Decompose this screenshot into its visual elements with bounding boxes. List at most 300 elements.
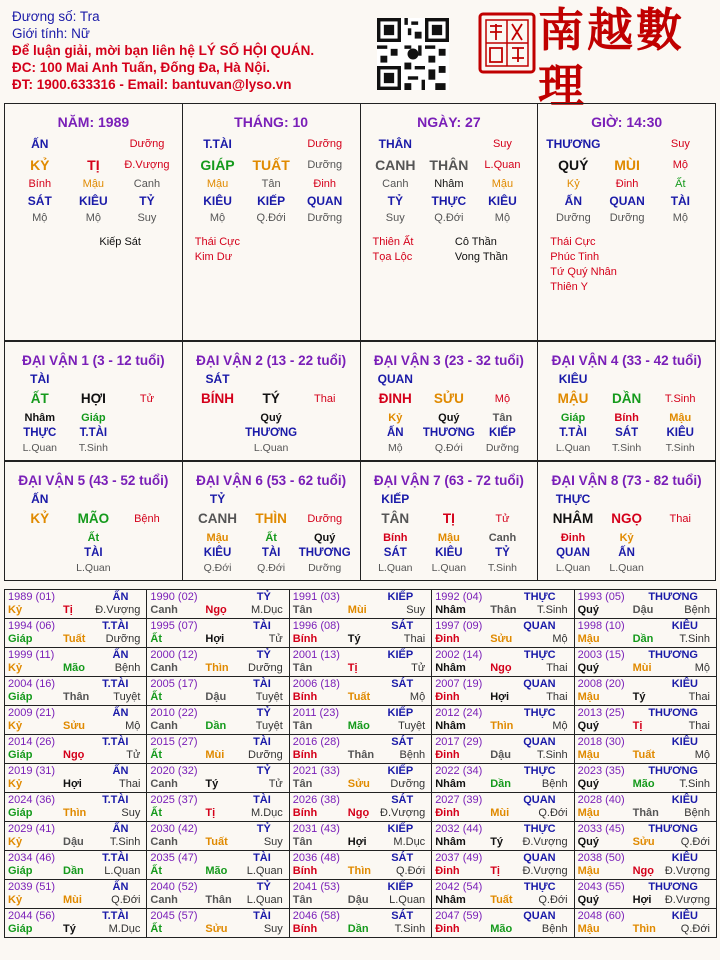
dai-van-cell xyxy=(120,426,174,441)
year-star: KIÊU xyxy=(671,794,698,806)
dai-van-cell: T.Sinh xyxy=(665,442,695,454)
year-branch: Hợi xyxy=(490,691,510,703)
dai-van-cell: KIÊU xyxy=(435,547,463,559)
year-branch: Tuất xyxy=(347,691,371,703)
dai-van-cell xyxy=(120,372,174,387)
year-cell xyxy=(5,764,147,793)
four-pillars-table xyxy=(4,103,716,341)
year-label: 1991 (03) xyxy=(292,591,340,603)
year-stem: Tân xyxy=(292,894,313,906)
dai-van-column xyxy=(538,342,715,460)
year-phase: Thai xyxy=(546,662,568,674)
dai-van-cell xyxy=(120,546,174,561)
year-phase: Q.Đới xyxy=(395,865,426,877)
year-stem: Đinh xyxy=(435,923,460,935)
dai-van-cell: Thai xyxy=(313,393,336,405)
year-label: 2014 (26) xyxy=(8,736,56,748)
year-cell xyxy=(432,793,574,822)
year-stem: Nhâm xyxy=(435,894,466,906)
dai-van-cell xyxy=(653,531,707,546)
year-branch: Mão xyxy=(347,720,370,732)
year-label: 2015 (27) xyxy=(150,736,198,748)
dai-van-cell: Ất xyxy=(265,532,277,544)
dai-van-cell: L.Quan xyxy=(555,442,591,454)
year-stem: Ất xyxy=(150,633,162,645)
dai-van-title: ĐẠI VẬN 5 (43 - 52 tuổi) xyxy=(18,473,169,488)
dai-van-cell: QUAN xyxy=(556,547,590,559)
year-cell xyxy=(5,880,147,909)
dai-van-cell: Dưỡng xyxy=(308,562,342,574)
year-label: 2029 (41) xyxy=(8,823,56,835)
year-stem: Canh xyxy=(150,894,178,906)
year-label: 2047 (59) xyxy=(435,910,483,922)
pillar-cell: Mộ xyxy=(672,212,688,224)
year-label: 2004 (16) xyxy=(8,678,56,690)
year-star: THỰC xyxy=(523,591,556,603)
year-phase: Q.Đới xyxy=(680,923,710,935)
dai-van-cell: T.Sinh xyxy=(487,562,518,574)
dai-van-cell: Đinh xyxy=(560,532,586,544)
year-cell xyxy=(290,851,432,880)
year-branch: Tuất xyxy=(205,836,228,848)
year-label: 1992 (04) xyxy=(435,591,483,603)
pillar-grid xyxy=(13,136,174,227)
year-label: 2028 (40) xyxy=(577,794,625,806)
year-phase: Mộ xyxy=(694,749,710,761)
year-cell xyxy=(290,590,432,619)
year-label: 2025 (37) xyxy=(150,794,198,806)
dai-van-cell: L.Quan xyxy=(76,562,111,574)
year-cell xyxy=(290,619,432,648)
dai-van-row-1 xyxy=(4,341,716,461)
year-stem: Canh xyxy=(150,662,178,674)
pillar-cell: Suy xyxy=(385,212,405,224)
pillar-column xyxy=(183,104,361,340)
dai-van-cell: T.TÀI xyxy=(79,427,108,439)
year-branch: Mùi xyxy=(490,807,510,819)
dai-van-cell: Canh xyxy=(488,532,517,544)
pillar-grid xyxy=(191,136,352,227)
dai-van-cell: Quý xyxy=(438,412,460,424)
dai-van-cell: Bính xyxy=(383,532,408,544)
year-star: QUAN xyxy=(523,852,556,864)
pillar-extra: Tứ Quý Nhân xyxy=(550,266,617,278)
pillar-extra xyxy=(633,235,715,250)
dai-van-cell xyxy=(298,426,352,441)
dai-van-cell: SÁT xyxy=(205,372,230,386)
dai-van-cell: L.Quan xyxy=(253,442,289,454)
dai-van-cell: Quý xyxy=(313,532,336,544)
year-phase: Tuyệt xyxy=(113,691,141,703)
year-label: 1990 (02) xyxy=(150,591,198,603)
dai-van-title: ĐẠI VẬN 2 (13 - 22 tuổi) xyxy=(196,353,347,368)
year-label: 2013 (25) xyxy=(577,707,625,719)
year-star: TÀI xyxy=(253,620,271,632)
dai-van-cell xyxy=(653,372,707,387)
year-stem: Giáp xyxy=(8,923,33,935)
pillar-cell: Dưỡng xyxy=(307,138,343,150)
contact-phone-email[interactable]: ĐT: 1900.633316 - Email: bantuvan@lyso.vn xyxy=(12,77,292,92)
year-stem: Tân xyxy=(292,604,313,616)
pillar-cell: Suy xyxy=(137,212,157,224)
dai-van-cell: KIẾP xyxy=(381,492,410,506)
year-cell xyxy=(5,822,147,851)
year-branch: Tý xyxy=(205,778,219,790)
year-cell xyxy=(5,590,147,619)
pillar-cell: KIẾP xyxy=(257,194,286,208)
pillar-cell: TỶ xyxy=(387,194,403,208)
pillar-extra: Tọa Lộc xyxy=(372,251,413,263)
year-cell xyxy=(432,619,574,648)
year-star: QUAN xyxy=(523,910,556,922)
year-branch: Tị xyxy=(632,720,643,732)
dai-van-cell xyxy=(13,546,67,561)
dai-van-cell: L.Quan xyxy=(378,562,413,574)
year-label: 2039 (51) xyxy=(8,881,56,893)
year-phase: Q.Đới xyxy=(680,836,710,848)
dai-van-cell: Ất xyxy=(87,532,100,544)
pillar-extra: Phúc Tinh xyxy=(550,251,600,263)
year-star: KIẾP xyxy=(387,765,414,777)
pillar-cell xyxy=(422,136,476,154)
year-phase: L.Quan xyxy=(389,894,426,906)
year-label: 2033 (45) xyxy=(577,823,625,835)
pillar-cell: Đinh xyxy=(615,178,639,190)
year-star: TÀI xyxy=(253,736,271,748)
year-stem: Kỷ xyxy=(8,604,23,616)
year-star: TÀI xyxy=(253,678,271,690)
dai-van-cell: Quý xyxy=(260,412,282,424)
year-branch: Tý xyxy=(632,691,646,703)
year-label: 2037 (49) xyxy=(435,852,483,864)
year-star: KIÊU xyxy=(671,736,698,748)
dai-van-cell: NHÂM xyxy=(552,511,594,526)
dai-van-cell: Mộ xyxy=(494,393,511,405)
year-cell xyxy=(432,648,574,677)
contact-address: ĐC: 100 Mai Anh Tuấn, Đống Đa, Hà Nội. xyxy=(12,60,271,75)
year-phase: L.Quan xyxy=(246,894,283,906)
year-cell xyxy=(432,909,574,938)
year-stem: Canh xyxy=(150,778,178,790)
year-phase: Mộ xyxy=(409,691,426,703)
year-star: T.TÀI xyxy=(102,620,129,632)
year-cell xyxy=(432,590,574,619)
year-branch: Sửu xyxy=(347,778,370,790)
pillar-cell: KIÊU xyxy=(488,194,517,208)
dai-van-cell: MÃO xyxy=(77,511,110,526)
pillar-extra: Thái Cực xyxy=(550,236,596,248)
year-star: KIÊU xyxy=(671,620,698,632)
pillar-extra xyxy=(277,250,359,265)
year-phase: Q.Đới xyxy=(111,894,141,906)
pillar-cell: KIÊU xyxy=(79,194,108,208)
owner-gender: Giới tính: Nữ xyxy=(12,26,90,41)
pillar-title: THÁNG: 10 xyxy=(234,114,309,130)
dai-van-cell: TỶ xyxy=(209,492,226,506)
year-stem: Ất xyxy=(150,749,162,761)
pillar-cell: Bính xyxy=(28,178,52,190)
year-label: 2018 (30) xyxy=(577,736,625,748)
year-phase: Mộ xyxy=(552,720,568,732)
year-star: SÁT xyxy=(391,794,414,806)
year-stem: Kỷ xyxy=(8,662,23,674)
dai-van-cell: ĐINH xyxy=(378,391,412,406)
year-cell xyxy=(147,880,289,909)
year-phase: Dưỡng xyxy=(248,749,283,761)
year-stem: Bính xyxy=(292,923,318,935)
year-label: 2002 (14) xyxy=(435,649,483,661)
year-stem: Canh xyxy=(150,604,178,616)
year-stem: Tân xyxy=(292,720,313,732)
year-phase: Bệnh xyxy=(684,604,710,616)
year-branch: Hợi xyxy=(347,836,367,848)
dai-van-cell: NGỌ xyxy=(611,511,642,526)
dai-van-cell xyxy=(298,441,352,456)
year-phase: Tử xyxy=(126,749,141,761)
pillar-cell: QUAN xyxy=(609,194,645,208)
pillar-cell: Kỷ xyxy=(566,178,580,190)
year-star: SÁT xyxy=(391,852,414,864)
year-star: SÁT xyxy=(391,620,414,632)
year-branch: Mão xyxy=(205,865,228,877)
year-cell xyxy=(575,880,717,909)
year-label: 2042 (54) xyxy=(435,881,483,893)
pillar-cell: Mậu xyxy=(82,178,105,190)
year-branch: Dần xyxy=(63,865,84,877)
dai-van-column xyxy=(5,342,183,460)
year-branch: Mùi xyxy=(347,604,367,616)
year-star: QUAN xyxy=(523,736,556,748)
year-branch: Dần xyxy=(347,923,369,935)
pillar-extras xyxy=(5,235,182,250)
year-cell xyxy=(432,851,574,880)
dai-van-cell: T.Sinh xyxy=(78,442,108,454)
pillar-cell xyxy=(67,136,121,154)
year-star: THƯƠNG xyxy=(648,707,698,719)
year-label: 2048 (60) xyxy=(577,910,625,922)
year-star: THỰC xyxy=(523,765,556,777)
dai-van-grid xyxy=(191,492,352,576)
year-star: ẤN xyxy=(112,765,129,777)
year-phase: Suy xyxy=(263,836,283,848)
dai-van-cell: Thai xyxy=(669,513,691,525)
year-branch: Mùi xyxy=(63,894,82,906)
dai-van-cell: Q.Đới xyxy=(434,442,463,454)
year-branch: Mão xyxy=(632,778,655,790)
year-phase: Tuyệt xyxy=(398,720,426,732)
year-branch: Mão xyxy=(490,923,513,935)
year-phase: T.Sinh xyxy=(679,633,710,645)
dai-van-cell xyxy=(244,492,298,507)
year-label: 2040 (52) xyxy=(150,881,198,893)
dai-van-cell: L.Quan xyxy=(431,562,467,574)
year-label: 2021 (33) xyxy=(292,765,340,777)
year-branch: Tị xyxy=(490,865,500,877)
year-label: 1995 (07) xyxy=(150,620,198,632)
pillar-cell: KỶ xyxy=(30,157,50,173)
year-star: TÀI xyxy=(253,852,271,864)
year-branch: Thìn xyxy=(63,807,87,819)
pillar-cell: ẤN xyxy=(31,137,49,151)
year-stem: Quý xyxy=(577,836,599,848)
year-stem: Nhâm xyxy=(435,778,466,790)
year-cell xyxy=(290,648,432,677)
year-cell xyxy=(5,909,147,938)
year-star: SÁT xyxy=(391,678,414,690)
year-branch: Dần xyxy=(490,778,511,790)
year-stem: Bính xyxy=(292,865,318,877)
year-cell xyxy=(147,909,289,938)
year-label: 1989 (01) xyxy=(8,591,56,603)
year-phase: Tuyệt xyxy=(255,691,283,703)
year-phase: Dưỡng xyxy=(390,778,426,790)
dai-van-cell: TÀI xyxy=(30,372,50,386)
pillar-cell: THỰC xyxy=(431,194,467,208)
pillar-extra xyxy=(277,235,359,250)
year-star: THỰC xyxy=(523,823,556,835)
year-branch: Ngọ xyxy=(632,865,654,877)
year-branch: Tuất xyxy=(490,894,513,906)
year-cell xyxy=(5,706,147,735)
year-label: 2008 (20) xyxy=(577,678,625,690)
dai-van-cell xyxy=(120,441,174,456)
pillar-cell: QUAN xyxy=(307,194,343,208)
pillar-cell: TÀI xyxy=(670,194,691,208)
dai-van-cell: KIÊU xyxy=(666,427,694,439)
year-star: THƯƠNG xyxy=(648,881,698,893)
dai-van-cell: Tử xyxy=(495,513,510,525)
year-label: 2043 (55) xyxy=(577,881,625,893)
year-star: T.TÀI xyxy=(102,910,129,922)
year-star: KIÊU xyxy=(671,678,698,690)
year-star: SÁT xyxy=(391,910,414,922)
year-label: 2034 (46) xyxy=(8,852,56,864)
seal-stamp-icon xyxy=(478,12,536,74)
year-label: 2009 (21) xyxy=(8,707,56,719)
pillar-extra xyxy=(633,265,715,280)
year-stem: Bính xyxy=(292,807,318,819)
pillar-cell: T.TÀI xyxy=(203,137,232,151)
dai-van-cell xyxy=(298,411,352,426)
year-stem: Kỷ xyxy=(8,778,23,790)
pillar-cell: Tân xyxy=(261,178,281,190)
pillar-cell: Mậu xyxy=(491,178,514,190)
dai-van-cell: Dưỡng xyxy=(307,513,343,525)
year-stem: Giáp xyxy=(8,691,33,703)
pillar-column xyxy=(361,104,539,340)
year-cell xyxy=(5,648,147,677)
pillar-column xyxy=(538,104,715,340)
year-branch: Dậu xyxy=(632,604,654,616)
year-phase: Tử xyxy=(268,633,283,645)
dai-van-column xyxy=(183,462,361,580)
year-branch: Dậu xyxy=(63,836,84,848)
year-branch: Dậu xyxy=(490,749,511,761)
dai-van-cell: TÝ xyxy=(262,391,280,406)
dai-van-cell: TỊ xyxy=(442,511,455,526)
year-cell xyxy=(290,735,432,764)
year-branch: Thân xyxy=(347,749,375,761)
year-stem: Đinh xyxy=(435,865,460,877)
dai-van-cell: L.Quan xyxy=(609,562,644,574)
pillar-grid xyxy=(546,136,707,227)
year-stem: Nhâm xyxy=(435,836,466,848)
year-cell xyxy=(575,764,717,793)
pillar-cell: Dưỡng xyxy=(307,159,343,171)
dai-van-cell xyxy=(600,492,654,507)
year-label: 2000 (12) xyxy=(150,649,198,661)
dai-van-cell xyxy=(298,492,352,507)
year-star: TỶ xyxy=(256,823,271,835)
dai-van-title: ĐẠI VẬN 1 (3 - 12 tuổi) xyxy=(22,353,165,368)
year-star: ẤN xyxy=(112,707,129,719)
year-stem: Tân xyxy=(292,778,313,790)
year-branch: Thân xyxy=(490,604,517,616)
year-star: ẤN xyxy=(112,881,129,893)
year-cell xyxy=(147,706,289,735)
year-stem: Giáp xyxy=(8,749,33,761)
year-phase: Dưỡng xyxy=(105,633,141,645)
owner-name: Đương số: Tra xyxy=(12,9,100,24)
year-stem: Mậu xyxy=(577,807,600,819)
year-label: 2003 (15) xyxy=(577,649,625,661)
dai-van-cell: L.Quan xyxy=(22,442,58,454)
dai-van-cell: DẦN xyxy=(611,391,642,406)
dai-van-cell: Nhâm xyxy=(24,412,56,424)
year-star: T.TÀI xyxy=(102,736,129,748)
year-star: TỶ xyxy=(256,881,271,893)
year-star: THỰC xyxy=(523,649,556,661)
pillar-cell: Ất xyxy=(675,178,686,190)
year-label: 2036 (48) xyxy=(292,852,340,864)
dai-van-cell: Bệnh xyxy=(134,513,160,525)
dai-van-cell xyxy=(191,441,245,456)
dai-van-cell: T.Sinh xyxy=(612,442,642,454)
pillar-cell: Q.Đới xyxy=(256,212,286,224)
year-branch: Tý xyxy=(490,836,504,848)
year-branch: Hợi xyxy=(205,633,225,645)
year-cell xyxy=(5,735,147,764)
dai-van-row-2 xyxy=(4,461,716,581)
year-cell xyxy=(575,706,717,735)
pillar-cell: SÁT xyxy=(27,194,52,208)
year-phase: Thai xyxy=(688,691,710,703)
dai-van-cell xyxy=(191,411,245,426)
year-stem: Quý xyxy=(577,894,599,906)
dai-van-cell: THƯƠNG xyxy=(422,427,475,439)
year-branch: Sửu xyxy=(632,836,655,848)
year-stem: Mậu xyxy=(577,923,600,935)
qr-code-icon[interactable] xyxy=(377,18,449,90)
year-phase: Suy xyxy=(406,604,426,616)
dai-van-grid xyxy=(546,372,707,456)
year-cell xyxy=(147,764,289,793)
dai-van-cell: Giáp xyxy=(81,412,106,424)
dai-van-cell: Bính xyxy=(614,412,639,424)
year-branch: Thân xyxy=(63,691,90,703)
pillar-cell: Mộ xyxy=(494,212,511,224)
year-label: 2017 (29) xyxy=(435,736,483,748)
year-label: 2019 (31) xyxy=(8,765,56,777)
year-cell xyxy=(432,735,574,764)
year-stem: Nhâm xyxy=(435,720,466,732)
pillar-extra xyxy=(17,235,99,250)
year-branch: Ngọ xyxy=(63,749,85,761)
year-phase: Bệnh xyxy=(684,807,710,819)
year-cell xyxy=(5,677,147,706)
dai-van-cell: TÀI xyxy=(261,547,281,559)
dai-van-cell: THỰC xyxy=(23,427,57,439)
